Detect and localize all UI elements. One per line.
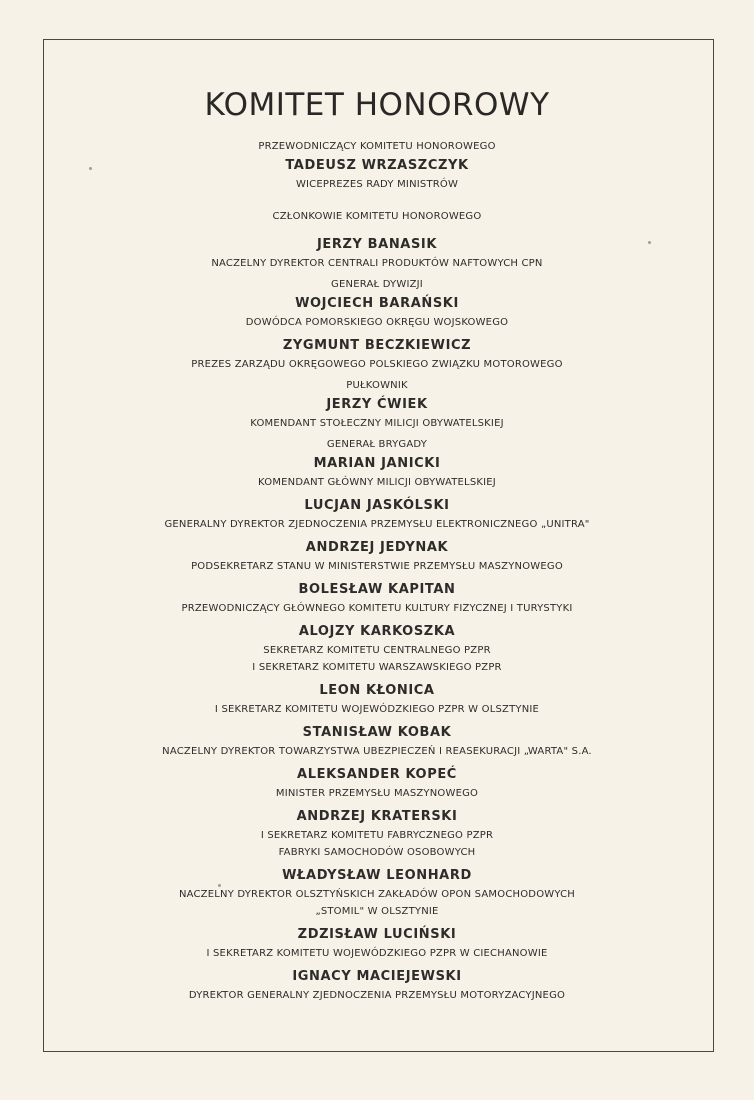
member-entry xyxy=(0,373,754,432)
member-entry xyxy=(0,760,754,802)
member-entry xyxy=(0,491,754,533)
member-position: MINISTER PRZEMYSŁU MASZYNOWEGO xyxy=(275,788,479,799)
member-position: FABRYKI SAMOCHODÓW OSOBOWYCH xyxy=(278,847,476,858)
member-position: PREZES ZARZĄDU OKRĘGOWEGO POLSKIEGO ZWIĄZKU MOTOROWEGO xyxy=(191,359,563,370)
member-name: WŁADYSŁAW LEONHARD xyxy=(282,868,472,883)
member-position: NACZELNY DYREKTOR CENTRALI PRODUKTÓW NAFTOWYCH CPN xyxy=(211,258,543,269)
member-position: PODSEKRETARZ STANU W MINISTERSTWIE PRZEMYSŁU MASZYNOWEGO xyxy=(191,561,563,572)
member-name: BOLESŁAW KAPITAN xyxy=(298,582,456,597)
member-entry xyxy=(0,920,754,962)
member-name: MARIAN JANICKI xyxy=(313,456,441,471)
member-position: GENERALNY DYREKTOR ZJEDNOCZENIA PRZEMYSŁU ELEKTRONICZNEGO „UNITRA" xyxy=(164,519,590,530)
member-entry xyxy=(0,617,754,676)
members-heading: CZŁONKOWIE KOMITETU HONOROWEGO xyxy=(272,211,482,222)
member-name: ALOJZY KARKOSZKA xyxy=(298,624,456,639)
member-name: LEON KŁONICA xyxy=(319,683,435,698)
page-title: KOMITET HONOROWY xyxy=(204,86,550,123)
chair-name: TADEUSZ WRZASZCZYK xyxy=(285,158,469,173)
member-entry xyxy=(0,432,754,491)
chair-role: PRZEWODNICZĄCY KOMITETU HONOROWEGO xyxy=(258,141,496,152)
member-position: I SEKRETARZ KOMITETU FABRYCZNEGO PZPR xyxy=(260,830,494,841)
member-position: I SEKRETARZ KOMITETU WOJEWÓDZKIEGO PZPR W CIECHANOWIE xyxy=(206,948,548,959)
member-position: KOMENDANT GŁÓWNY MILICJI OBYWATELSKIEJ xyxy=(258,477,496,488)
member-rank: PUŁKOWNIK xyxy=(346,380,408,391)
member-name: ANDRZEJ KRATERSKI xyxy=(296,809,458,824)
member-name: ZYGMUNT BECZKIEWICZ xyxy=(282,338,472,353)
member-position: I SEKRETARZ KOMITETU WARSZAWSKIEGO PZPR xyxy=(252,662,502,673)
member-position: I SEKRETARZ KOMITETU WOJEWÓDZKIEGO PZPR W OLSZTYNIE xyxy=(214,704,540,715)
member-entry xyxy=(0,331,754,373)
member-name: WOJCIECH BARAŃSKI xyxy=(295,296,459,311)
member-position: NACZELNY DYREKTOR TOWARZYSTWA UBEZPIECZEŃ I REASEKURACJI „WARTA" S.A. xyxy=(162,746,592,757)
committee-list xyxy=(0,138,754,1004)
member-entry xyxy=(0,272,754,331)
chair-position: WICEPREZES RADY MINISTRÓW xyxy=(295,179,459,190)
member-entry xyxy=(0,234,754,272)
member-entry xyxy=(0,718,754,760)
member-entry xyxy=(0,802,754,861)
member-name: ZDZISŁAW LUCIŃSKI xyxy=(297,927,457,942)
member-position: KOMENDANT STOŁECZNY MILICJI OBYWATELSKIEJ xyxy=(250,418,504,429)
member-rank: GENERAŁ BRYGADY xyxy=(326,439,428,450)
member-position: NACZELNY DYREKTOR OLSZTYŃSKICH ZAKŁADÓW OPON SAMOCHODOWYCH xyxy=(178,889,576,900)
member-position: PRZEWODNICZĄCY GŁÓWNEGO KOMITETU KULTURY FIZYCZNEJ I TURYSTYKI xyxy=(181,603,573,614)
member-position: DYREKTOR GENERALNY ZJEDNOCZENIA PRZEMYSŁU MOTORYZACYJNEGO xyxy=(188,990,566,1001)
member-name: ALEKSANDER KOPEĆ xyxy=(297,767,457,782)
member-entry xyxy=(0,962,754,1004)
member-position: SEKRETARZ KOMITETU CENTRALNEGO PZPR xyxy=(263,645,491,656)
member-entry xyxy=(0,575,754,617)
member-entry xyxy=(0,533,754,575)
member-name: STANISŁAW KOBAK xyxy=(302,725,452,740)
spacer xyxy=(0,193,754,208)
member-name: JERZY BANASIK xyxy=(316,237,438,252)
member-name: ANDRZEJ JEDYNAK xyxy=(305,540,449,555)
member-rank: GENERAŁ DYWIZJI xyxy=(331,279,423,290)
member-entry xyxy=(0,676,754,718)
member-position: „STOMIL" W OLSZTYNIE xyxy=(315,906,439,917)
member-name: JERZY ĆWIEK xyxy=(326,397,428,412)
spacer xyxy=(0,225,754,234)
members-list xyxy=(0,234,754,1004)
member-name: LUCJAN JASKÓLSKI xyxy=(304,498,450,513)
member-entry xyxy=(0,861,754,920)
member-position: DOWÓDCA POMORSKIEGO OKRĘGU WOJSKOWEGO xyxy=(245,317,509,328)
member-name: IGNACY MACIEJEWSKI xyxy=(292,969,462,984)
